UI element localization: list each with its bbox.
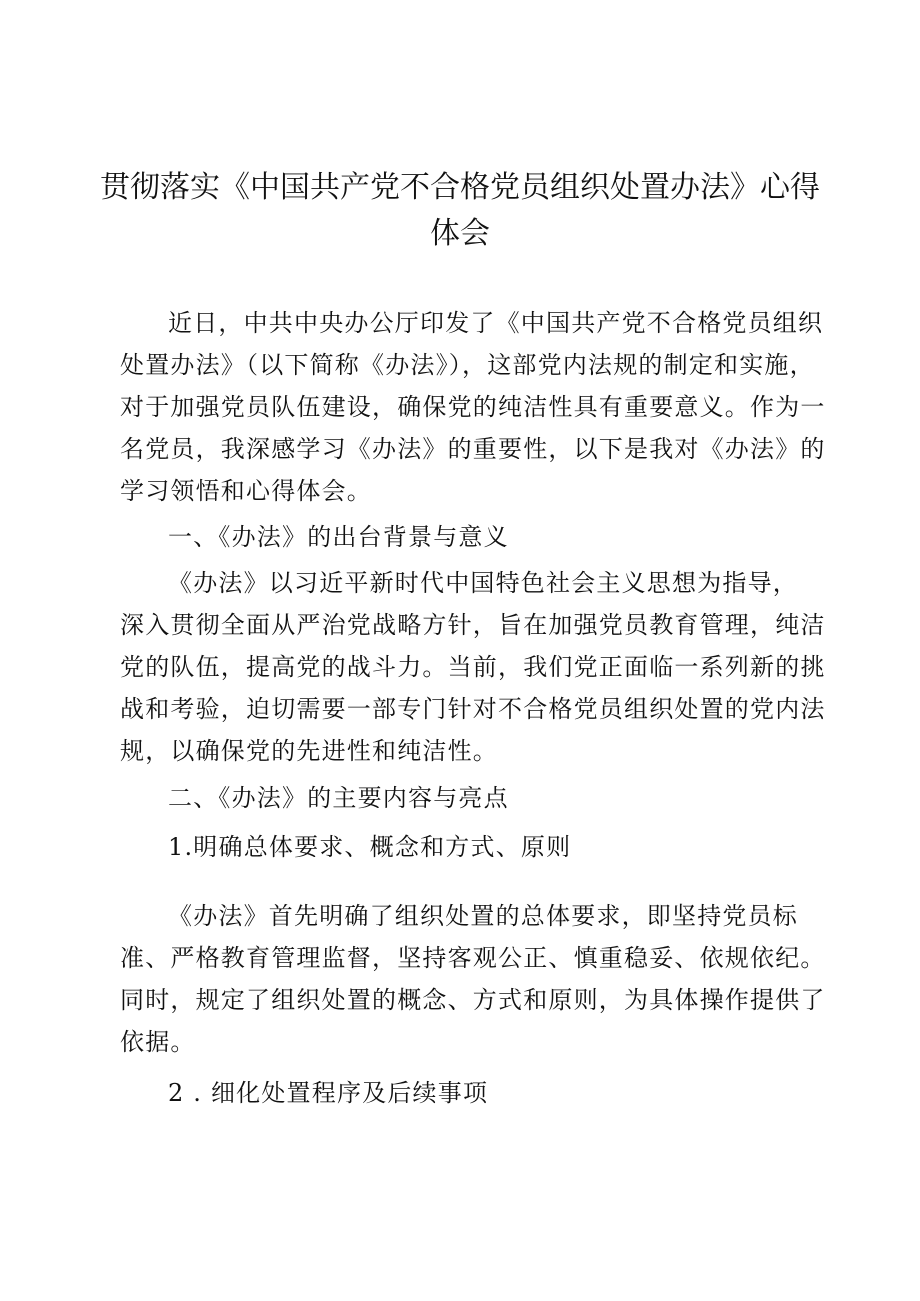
- item1-heading-block: [120, 826, 810, 868]
- intro-line: 近日，中共中央办公厅印发了《中国共产党不合格党员组织: [168, 309, 824, 337]
- section1-line: 深入贯彻全面从严治党战略方针，旨在加强党员教育管理，纯洁: [120, 611, 826, 639]
- item1-line: 同时，规定了组织处置的概念、方式和原则，为具体操作提供了: [120, 986, 826, 1014]
- intro-line: 处置办法》（以下简称《办法》），这部党内法规的制定和实施，: [120, 351, 815, 379]
- section1-paragraph: [120, 562, 826, 772]
- document-title-line1: 贯彻落实《中国共产党不合格党员组织处置办法》心得: [100, 170, 820, 205]
- item2-heading-block: [120, 1072, 810, 1114]
- item1-line: 《办法》首先明确了组织处置的总体要求，即坚持党员标: [168, 902, 798, 930]
- item1-line: 依据。: [120, 1028, 196, 1056]
- item1-line: 准、严格教育管理监督，坚持客观公正、慎重稳妥、依规依纪。: [120, 944, 826, 972]
- section1-line: 《办法》以习近平新时代中国特色社会主义思想为指导，: [168, 569, 798, 597]
- intro-line: 对于加强党员队伍建设，确保党的纯洁性具有重要意义。作为一: [120, 393, 826, 421]
- document-title-line2: 体会: [430, 216, 490, 251]
- item2-heading: 2 . 细化处置程序及后续事项: [168, 1079, 489, 1107]
- intro-line: 学习领悟和心得体会。: [120, 477, 372, 505]
- section2-heading: 二、《办法》的主要内容与亮点: [168, 784, 509, 812]
- item1-paragraph: [120, 895, 826, 1063]
- intro-line: 名党员，我深感学习《办法》的重要性，以下是我对《办法》的: [120, 435, 826, 463]
- section2-heading-block: [120, 777, 810, 819]
- intro-paragraph: [120, 302, 826, 512]
- section1-line: 规，以确保党的先进性和纯洁性。: [120, 737, 498, 765]
- section1-heading: 一、《办法》的出台背景与意义: [168, 523, 509, 551]
- item1-heading: 1.明确总体要求、概念和方式、原则: [168, 833, 572, 861]
- section1-line: 党的队伍，提高党的战斗力。当前，我们党正面临一系列新的挑: [120, 653, 826, 681]
- section1-heading-block: [120, 516, 810, 558]
- section1-line: 战和考验，迫切需要一部专门针对不合格党员组织处置的党内法: [120, 695, 826, 723]
